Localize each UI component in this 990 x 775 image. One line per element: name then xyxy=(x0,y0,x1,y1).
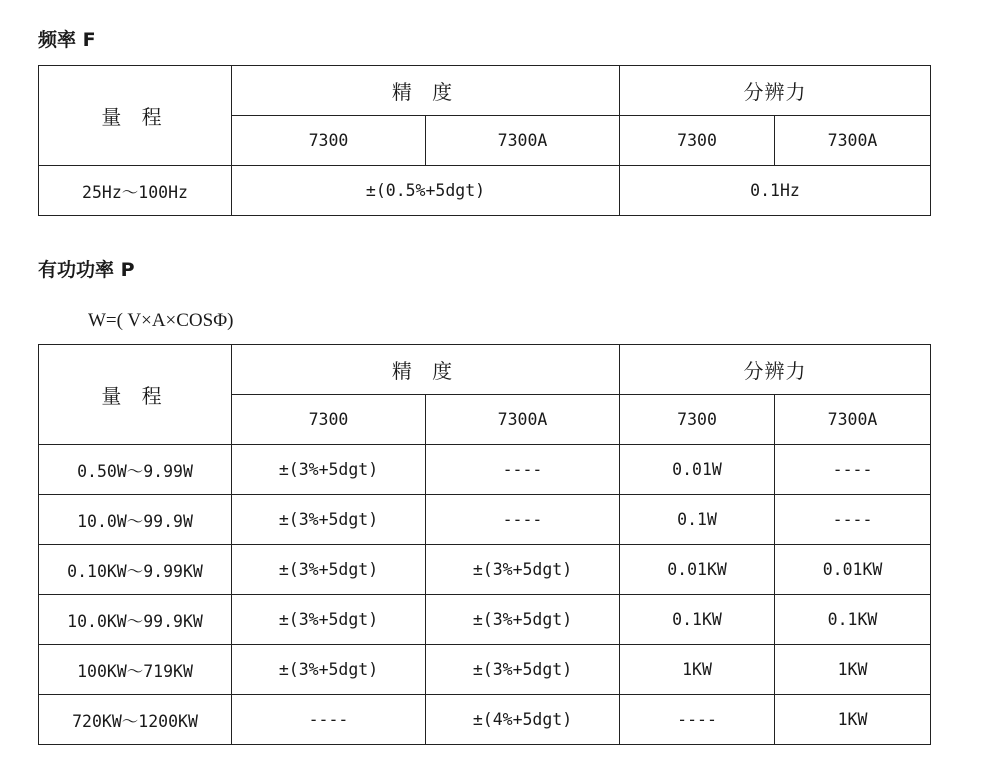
accuracy-7300a-cell: ±(3%+5dgt) xyxy=(426,545,620,595)
resolution-7300-cell: ---- xyxy=(620,695,775,745)
power-spec-table xyxy=(38,344,931,745)
table-row xyxy=(39,645,931,695)
resolution-7300a-cell: 0.01KW xyxy=(775,545,931,595)
resolution-header: 分辨力 xyxy=(620,66,931,116)
resolution-7300-cell: 0.01KW xyxy=(620,545,775,595)
resolution-model-7300-header: 7300 xyxy=(620,395,775,445)
resolution-model-7300a-header: 7300A xyxy=(775,116,931,166)
resolution-7300a-cell: ---- xyxy=(775,495,931,545)
range-cell: 0.10KW～9.99KW xyxy=(39,545,232,595)
resolution-7300-cell: 1KW xyxy=(620,645,775,695)
resolution-7300a-cell: 1KW xyxy=(775,645,931,695)
accuracy-model-7300a-header: 7300A xyxy=(426,116,620,166)
accuracy-header: 精 度 xyxy=(232,345,620,395)
resolution-7300a-cell: 0.1KW xyxy=(775,595,931,645)
resolution-7300-cell: 0.01W xyxy=(620,445,775,495)
accuracy-cell: ±(0.5%+5dgt) xyxy=(232,166,620,216)
resolution-model-7300-header: 7300 xyxy=(620,116,775,166)
table-header-row xyxy=(39,345,931,395)
resolution-7300a-cell: 1KW xyxy=(775,695,931,745)
table-row xyxy=(39,545,931,595)
frequency-section-title: 频率 F xyxy=(38,29,96,51)
range-header: 量 程 xyxy=(39,345,232,445)
accuracy-7300a-cell: ---- xyxy=(426,495,620,545)
accuracy-7300a-cell: ±(4%+5dgt) xyxy=(426,695,620,745)
accuracy-model-7300-header: 7300 xyxy=(232,395,426,445)
resolution-model-7300a-header: 7300A xyxy=(775,395,931,445)
accuracy-7300a-cell: ±(3%+5dgt) xyxy=(426,595,620,645)
power-section-title: 有功功率 P xyxy=(38,259,135,281)
accuracy-7300-cell: ±(3%+5dgt) xyxy=(232,645,426,695)
table-row xyxy=(39,166,931,216)
frequency-spec-table xyxy=(38,65,931,216)
table-row xyxy=(39,595,931,645)
resolution-header: 分辨力 xyxy=(620,345,931,395)
range-cell: 25Hz～100Hz xyxy=(39,166,232,216)
accuracy-model-7300a-header: 7300A xyxy=(426,395,620,445)
accuracy-7300a-cell: ---- xyxy=(426,445,620,495)
table-header-row xyxy=(39,66,931,116)
accuracy-7300-cell: ±(3%+5dgt) xyxy=(232,495,426,545)
range-cell: 10.0KW～99.9KW xyxy=(39,595,232,645)
power-formula: W=( V×A×COSΦ) xyxy=(88,310,234,331)
accuracy-7300a-cell: ±(3%+5dgt) xyxy=(426,645,620,695)
accuracy-7300-cell: ---- xyxy=(232,695,426,745)
accuracy-7300-cell: ±(3%+5dgt) xyxy=(232,445,426,495)
accuracy-7300-cell: ±(3%+5dgt) xyxy=(232,595,426,645)
resolution-7300-cell: 0.1W xyxy=(620,495,775,545)
table-row xyxy=(39,445,931,495)
accuracy-model-7300-header: 7300 xyxy=(232,116,426,166)
resolution-7300a-cell: ---- xyxy=(775,445,931,495)
range-cell: 100KW～719KW xyxy=(39,645,232,695)
range-cell: 720KW～1200KW xyxy=(39,695,232,745)
table-row xyxy=(39,695,931,745)
accuracy-header: 精 度 xyxy=(232,66,620,116)
accuracy-7300-cell: ±(3%+5dgt) xyxy=(232,545,426,595)
table-row xyxy=(39,495,931,545)
range-cell: 0.50W～9.99W xyxy=(39,445,232,495)
resolution-7300-cell: 0.1KW xyxy=(620,595,775,645)
range-cell: 10.0W～99.9W xyxy=(39,495,232,545)
range-header: 量 程 xyxy=(39,66,232,166)
resolution-cell: 0.1Hz xyxy=(620,166,931,216)
